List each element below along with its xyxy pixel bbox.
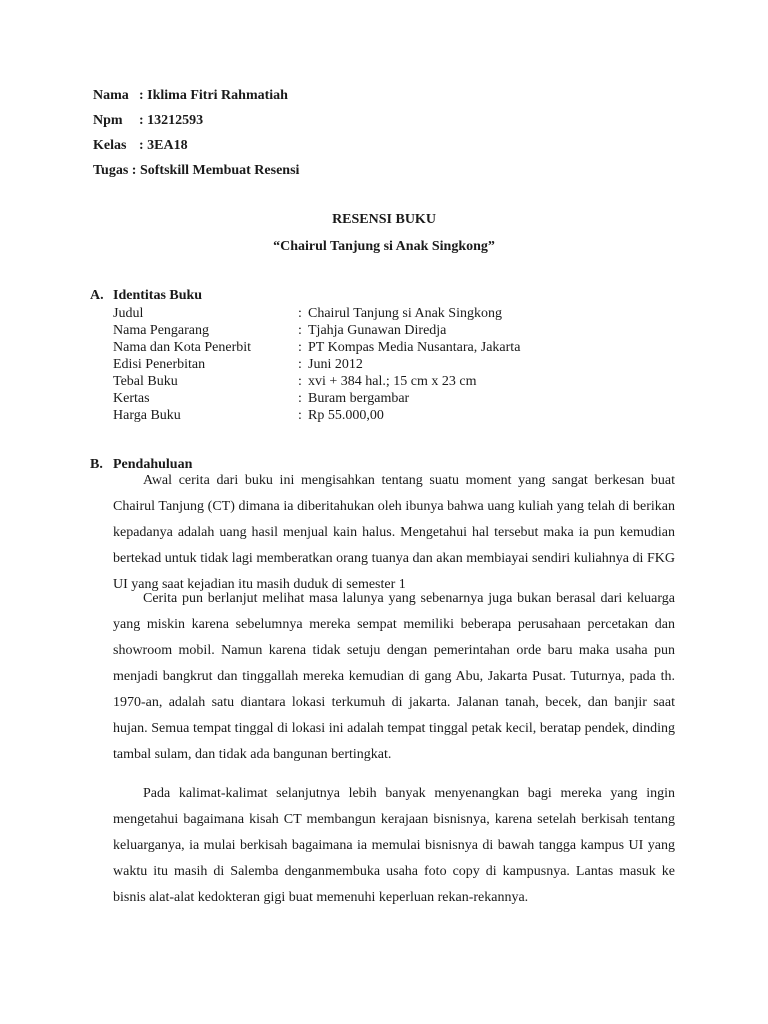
section-number: A. [90,288,104,303]
section-title: Identitas Buku [113,288,203,303]
identity-label: Judul [113,306,144,321]
identity-colon: : [298,408,302,423]
identity-label: Edisi Penerbitan [113,357,206,372]
identity-colon: : [298,323,302,338]
identity-label: Tebal Buku [113,374,178,389]
header-row-kelas [93,138,188,154]
header-sep: : [139,138,148,153]
identity-label: Kertas [113,391,150,406]
document-title: RESENSI BUKU [332,212,436,227]
identity-value: xvi + 384 hal.; 15 cm x 23 cm [308,374,477,389]
paragraph-text: Awal cerita dari buku ini mengisahkan tentang suatu moment yang sangat berkesan buat Chairul Tanjung (CT) dimana ia diberitahukan oleh ibunya bahwa uang kuliah yang telah di berikan kepadanya adalah uang hasil menjual kain halus. Mengetahui hal tersebut maka ia pun kemudian bertekad untuk tidak lagi memberatkan orang tuanya dan akan membiayai sendiri kuliahnya di FKG UI yang saat kejadian itu masih duduk di semester 1 [113,473,675,592]
identity-row-judul [113,305,673,322]
identity-value: Chairul Tanjung si Anak Singkong [308,306,502,321]
identity-row-pengarang [113,322,673,339]
identity-row-penerbit [113,339,673,356]
identity-label: Nama Pengarang [113,323,210,338]
identity-colon: : [298,306,302,321]
header-value-npm: 13212593 [147,113,204,128]
identity-row-edisi [113,356,673,373]
section-number: B. [90,457,103,472]
paragraph-1 [113,468,675,598]
paragraph-3 [113,781,675,911]
header-key: Tugas [93,163,129,178]
identity-row-tebal [113,373,673,390]
identity-colon: : [298,391,302,406]
header-sep: : [139,88,148,103]
header-row-nama [93,88,288,104]
paragraph-text: Cerita pun berlanjut melihat masa lalunya yang sebenarnya juga bukan berasal dari keluarga yang miskin karena sebelumnya mereka sempat memiliki beberapa perusahaan percetakan dan showroom mobil. Namun karena tidak setuju dengan pemerintahan orde baru maka usaha pun menjadi bangkrut dan tinggallah mereka kemudian di gang Abu, Jakarta Pusat. Tuturnya, pada th. 1970-an, adalah satu diantara lokasi terkumuh di jakarta. Jalanan tanah, becek, dan banjir saat hujan. Semua tempat tinggal di lokasi ini adalah tempat tinggal petak kecil, beratap pendek, dinding tambal sulam, dan tidak ada bangunan bertingkat. [113,591,675,762]
identity-label: Nama dan Kota Penerbit [113,340,252,355]
identity-value: Tjahja Gunawan Diredja [308,323,447,338]
identity-row-kertas [113,390,673,407]
paragraph-text: Pada kalimat-kalimat selanjutnya lebih banyak menyenangkan bagi mereka yang ingin mengetahui bagaimana kisah CT membangun kerajaan bisnisnya, karena setelah berkisah tentang keluarganya, ia mulai berkisah bagaimana ia memulai bisnisnya di bawah tangga kampus UI yang waktu itu masih di Salemba denganmembuka usaha foto copy di kampusnya. Lantas masuk ke bisnis alat-alat kedokteran gigi buat memenuhi keperluan rekan-rekannya. [113,786,675,905]
identity-colon: : [298,340,302,355]
section-a-heading [90,288,202,304]
header-value-tugas: Softskill Membuat Resensi [139,163,300,178]
header-sep: : [128,163,140,178]
identity-label: Harga Buku [113,408,181,423]
identity-value: Rp 55.000,00 [308,408,384,423]
identity-colon: : [298,357,302,372]
section-title: Pendahuluan [113,457,193,472]
header-key: Npm [93,113,123,128]
header-row-npm [93,113,203,129]
identity-value: Buram bergambar [308,391,410,406]
paragraph-2 [113,586,675,768]
header-value-kelas: 3EA18 [147,138,188,153]
header-value-nama: Iklima Fitri Rahmatiah [147,88,288,103]
identity-colon: : [298,374,302,389]
header-sep: : [139,113,148,128]
header-key: Nama [93,88,129,103]
identity-value: PT Kompas Media Nusantara, Jakarta [308,340,521,355]
header-key: Kelas [93,138,127,153]
identity-value: Juni 2012 [308,357,363,372]
identity-row-harga [113,407,673,424]
header-row-tugas [93,163,299,179]
book-title: “Chairul Tanjung si Anak Singkong” [273,239,495,254]
